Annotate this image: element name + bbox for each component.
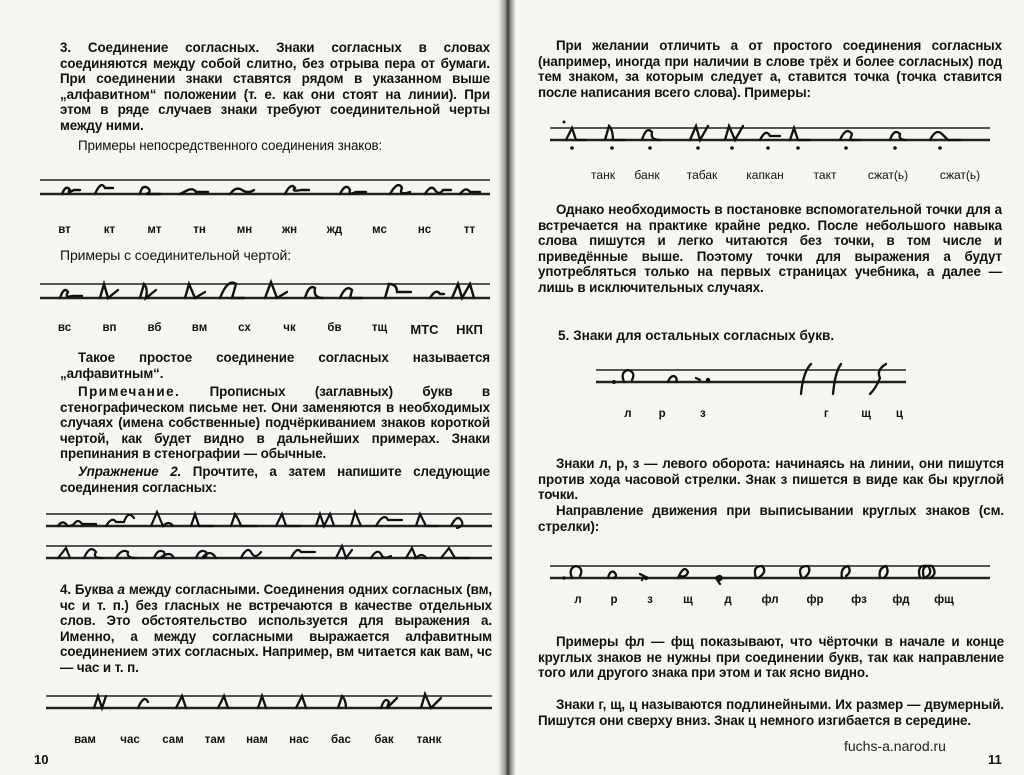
label-item: фщ [934, 594, 954, 606]
section4-paragraph [60, 582, 492, 676]
label-item: фз [851, 594, 867, 606]
signs-labels [596, 408, 916, 420]
label-item: тн [193, 224, 206, 236]
label-item: банк [634, 168, 660, 182]
right-intro-paragraph: При желании отличить а от простого соединения согласных (например, иногда при наличии в слове трёх и более согласных) под тем знаком, за которым следует а, ставится точка (точка ставится после написания всего слова). Примеры: [538, 38, 1002, 100]
label-item: бак [374, 734, 394, 746]
label-item: л [574, 594, 582, 606]
label-item: сам [162, 734, 184, 746]
section4-labels [52, 734, 492, 746]
label-item: нам [246, 734, 268, 746]
alphabet-connection-text: Такое простое соединение согласных называется „алфавитным“. [60, 350, 490, 381]
exercise-label: Упражнение 2. [78, 464, 182, 479]
label-item: сжат(ь) [939, 168, 981, 182]
label-item: кт [103, 224, 116, 236]
round-labels [560, 594, 1010, 606]
link-labels [42, 322, 492, 337]
sublinear-paragraph: Знаки г, щ, ц называются подлинейными. Их размер — двумерный. Пишутся они сверху вниз. Знак ц немного изгибается в середине. [538, 697, 1004, 728]
label-item: д [724, 594, 732, 606]
section3-intro [60, 40, 490, 134]
exercise-text: Прочтите, а затем напишите следующие соединения согласных: [60, 464, 490, 495]
exercise-paragraph [60, 464, 490, 495]
label-item: жд [326, 224, 343, 236]
label-item: час [120, 734, 140, 746]
label-item: чк [283, 322, 296, 334]
steno-exercise-row-1 [46, 506, 492, 536]
right-second-paragraph: Однако необходимость в постановке вспомогательной точки для а встречается на практике крайне редко. После небольшого навыка слова пишутся и легко читаются без точки, в том числе и приведённые выше. Поэтому точки для выражения а будут употребляться только на первых страницах учебника, а далее — лишь в исключительных случаях. [538, 202, 1002, 295]
label-item: л [624, 408, 632, 420]
note-label: Примечание. [78, 384, 181, 399]
label-item: сх [238, 322, 251, 334]
section4-title-a: 4. Буква [60, 582, 114, 597]
label-item: тт [463, 224, 476, 236]
section4-title-b: между согласными. [128, 582, 260, 597]
label-item: танк [591, 168, 615, 182]
label-item: тщ [371, 322, 388, 334]
label-item: вс [57, 322, 72, 334]
label-item: вам [74, 734, 96, 746]
link-caption: Примеры с соединительной чертой: [60, 247, 292, 263]
label-item: танк [416, 734, 442, 746]
page-number-right: 11 [988, 752, 1002, 767]
label-item: сжат(ь) [867, 168, 909, 182]
section4-text: Соединения одних согласных (вм, чс и т. п.) без гласных не встречаются в качестве отдельных слов. Это обстоятельство используется для выражения а. Именно, а между согласными выражается алфавитным соединением этих согласных. Например, вм читается как вам, чс — час и т. п. [60, 582, 493, 675]
label-item: нс [417, 224, 432, 236]
direction-paragraph: Направление движения при выписывании круглых знаков (см. стрелки): [538, 503, 1004, 534]
label-item: вб [147, 322, 162, 334]
section3-text: Знаки согласных в словах соединяются между собой слитно, без отрыва пера от бумаги. При соединении знаки ставятся рядом в указанном выше „алфавитном“ положении (т. е. как они стоят на линии). При этом в ряде случаев знаки требуют соединительной черты между ними. [60, 40, 490, 133]
label-item: вт [58, 224, 71, 236]
section5-title: 5. Знаки для остальных согласных букв. [558, 328, 835, 343]
label-item: фр [806, 594, 824, 606]
left-page [0, 0, 506, 775]
label-item: з [699, 408, 706, 420]
direct-labels [42, 224, 492, 236]
label-item: щ [683, 594, 693, 606]
label-item: такт [813, 168, 837, 182]
steno-dot-row [550, 114, 990, 154]
page-number-left: 10 [34, 752, 49, 767]
note-text: Прописных (заглавных) букв в стенографическом письме нет. Они заменяются в необходимых случаях (имена собственные) подчёркиванием знаков короткой чертой, как будет видно в дальнейших примерах. Знаки препинания в стенографии — обычные. [60, 384, 490, 462]
label-item: вм [191, 322, 208, 334]
site-watermark: fuchs-a.narod.ru [844, 738, 946, 754]
label-item: МТС [410, 322, 439, 337]
label-item: бв [327, 322, 342, 334]
steno-exercise-row-2 [46, 540, 492, 570]
label-item: вп [102, 322, 117, 334]
label-item: там [204, 734, 226, 746]
label-item: НКП [456, 322, 483, 337]
label-item: капкан [746, 168, 784, 182]
label-item: бас [331, 734, 351, 746]
steno-signs-row [596, 358, 906, 398]
label-item: фд [892, 594, 910, 606]
label-item: мн [236, 224, 253, 236]
label-item: г [823, 408, 829, 420]
label-item: фл [761, 594, 779, 606]
label-item: р [610, 594, 618, 606]
label-item: табак [686, 168, 718, 182]
section3-title: 3. Соединение согласных. [60, 40, 260, 55]
label-item: мт [147, 224, 162, 236]
label-item: нас [289, 734, 309, 746]
section4-title-letter: а [117, 582, 125, 597]
steno-direct-row [40, 170, 490, 204]
label-item: р [658, 408, 666, 420]
direct-caption: Примеры непосредственного соединения знаков: [78, 138, 383, 153]
label-item: мс [372, 224, 387, 236]
note-paragraph [60, 384, 490, 462]
left-turn-paragraph: Знаки л, р, з — левого оборота: начинаясь на линии, они пишутся против хода часовой стрелки. Знак з пишется в виде как бы круглой точки. [538, 456, 1004, 503]
right-page [512, 0, 1024, 775]
label-item: щ [861, 408, 871, 420]
dot-row-labels [584, 168, 1004, 182]
label-item: з [647, 594, 653, 606]
label-item: жн [281, 224, 298, 236]
steno-section4-row [46, 688, 492, 718]
examples-paragraph: Примеры фл — фщ показывают, что чёрточки в начале и конце круглых знаков не нужны при соединении букв, так как направление того или другого знака при этом и так ясно видно. [538, 634, 1004, 681]
label-item: ц [895, 408, 903, 420]
steno-round-row [550, 554, 990, 588]
steno-link-row [40, 276, 490, 310]
